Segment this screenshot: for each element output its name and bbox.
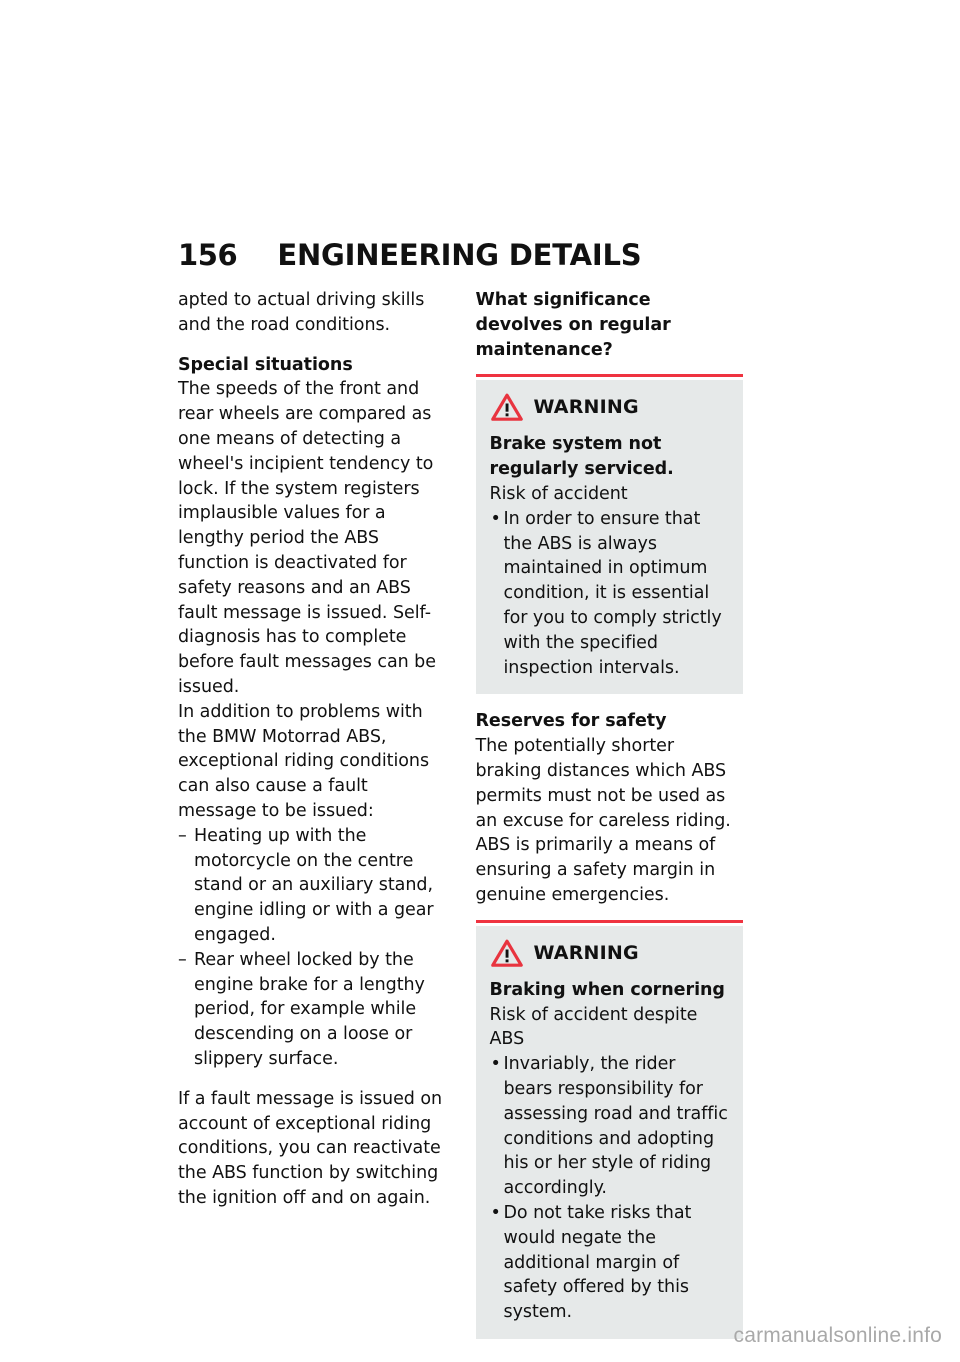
list-item: • In order to ensure that the ABS is always maintained in optimum condition, it is essential for you to comply strictly with the specified inspection intervals. bbox=[490, 507, 730, 681]
special-situations-paragraph: The speeds of the front and rear wheels are compared as one means of detecting a wheel's incipient tendency to lock. If the system registers implausible values for a lengthy period the ABS function is deactivated for safety reasons and an ABS fault message is issued. Self-diagnosis has to complete before fault messages can be issued. bbox=[178, 379, 436, 697]
additional-problems-paragraph: In addition to problems with the BMW Motorrad ABS, exceptional riding conditions can also cause a fault message to be issued: bbox=[178, 701, 430, 821]
warning-triangle-icon bbox=[490, 392, 524, 422]
page-number: 156 bbox=[178, 238, 238, 272]
warning-bullet-list bbox=[490, 507, 730, 681]
reserves-paragraph: The potentially shorter braking distances which ABS permits must not be used as an excuse for careless riding. ABS is primarily a means of ensuring a safety margin in genuine emergencies. bbox=[475, 736, 731, 905]
warning-box-inner bbox=[476, 380, 744, 694]
reactivate-paragraph: If a fault message is issued on account of exceptional riding conditions, you can reactivate the ABS function by switching the ignition off and on again. bbox=[178, 1088, 443, 1208]
heading-special-situations: Special situations bbox=[178, 354, 353, 375]
warning-box-brake-service bbox=[476, 374, 744, 694]
warning-title-row bbox=[490, 938, 730, 968]
list-item: • Invariably, the rider bears responsibility for assessing road and traffic conditions and adopting his or her style of riding accordingly. bbox=[490, 1052, 730, 1201]
heading-maintenance-question: What significance devolves on regular maintenance? bbox=[475, 290, 671, 360]
left-column bbox=[178, 288, 450, 1339]
warning-title: Braking when cornering bbox=[489, 979, 725, 1000]
warning-label: WARNING bbox=[533, 941, 639, 964]
content-columns bbox=[178, 288, 743, 1339]
warning-triangle-icon bbox=[490, 938, 524, 968]
warning-box-inner bbox=[476, 926, 744, 1339]
list-item: – Heating up with the motorcycle on the centre stand or an auxiliary stand, engine idling or with a gear engaged. bbox=[178, 824, 450, 948]
list-item: – Rear wheel locked by the engine brake for a lengthy period, for example while descending on a loose or slippery surface. bbox=[178, 948, 450, 1072]
warning-label: WARNING bbox=[533, 396, 639, 419]
warning-risk-text: Risk of accident despite ABS bbox=[489, 1004, 698, 1050]
warning-box-cornering bbox=[476, 920, 744, 1339]
watermark: carmanualsonline.info bbox=[733, 1324, 942, 1347]
warning-title-row bbox=[490, 392, 730, 422]
list-item: • Do not take risks that would negate the additional margin of safety offered by this system. bbox=[490, 1201, 730, 1325]
chapter-title: ENGINEERING DETAILS bbox=[277, 238, 642, 272]
heading-reserves-for-safety: Reserves for safety bbox=[475, 711, 667, 732]
page-header bbox=[178, 238, 748, 272]
warning-title: Brake system not regularly serviced. bbox=[489, 434, 674, 480]
fault-causes-list bbox=[178, 824, 450, 1072]
continued-paragraph: apted to actual driving skills and the road conditions. bbox=[178, 290, 425, 335]
warning-risk-text: Risk of accident bbox=[489, 483, 628, 504]
right-column bbox=[476, 288, 744, 1339]
warning-bullet-list bbox=[490, 1052, 730, 1325]
